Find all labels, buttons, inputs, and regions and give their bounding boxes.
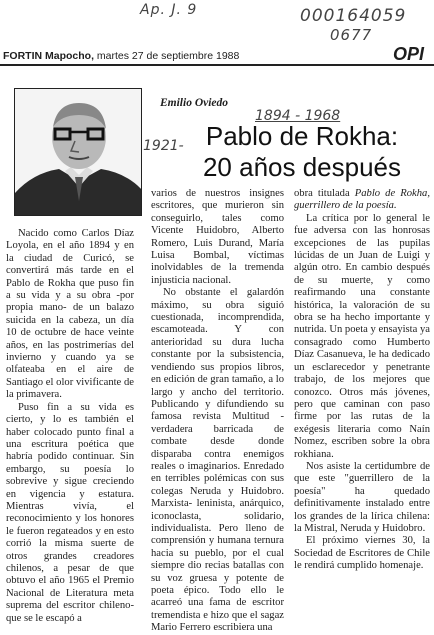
author-portrait bbox=[14, 88, 142, 216]
byline: Emilio Oviedo bbox=[160, 97, 229, 109]
handwritten-catalog-code: 000164059 bbox=[300, 6, 407, 26]
book-title: Pablo de Rokha, guerrillero de la poesía. bbox=[294, 188, 430, 212]
header-rule bbox=[0, 64, 434, 66]
paragraph bbox=[294, 188, 430, 213]
paragraph: No obstante el galardón máximo, su obra siguió cuestionada, incomprendida, escamoteada. Y con anterioridad su dura lucha constante por la subsistencia, vendiendo sus propios libros, en edición de gran tamaño, a lo largo y ancho del territorio. Publicando y difundiendo su famosa revista Multitud -verdadera barricada de combate desde donde disparaba contra enemigos reales o imaginarios. Enredado en terribles polémicas con sus colegas Neruda y Huidobro. Marxista- leninista, anárquico, iconoclasta, solidario, individualista. Pero lleno de comprensión y humana ternura hacia su pueblo, por el cual siempre dio recias batallas con su voz gruesa y potente de poeta épico. Todo ello le acarreó una fama de escritor tremendista e hizo que el sagaz Mario Ferrero escribiera una bbox=[151, 287, 284, 634]
masthead bbox=[3, 50, 239, 62]
paragraph: La crítica por lo general le fue adversa con las honrosas excepciones de las pupilas lúcidas de un Juan de Luigi y algún otro. En cambio después de su muerte, y como reafirmando una constante histórica, la valoración de su obra se ha hecho importante y nutrida. Un poeta y ensayista ya consagrado como Humberto Díaz Casanueva, le ha dedicado un esclarecedor y penetrante trabajo, de los mejores que conozco. Otros más jóvenes, pero que caminan con paso firme por las rutas de la exégesis literaria como Naín Nomez, escriben sobre la obra rokhiana. bbox=[294, 212, 430, 460]
handwritten-year: 1921- bbox=[143, 138, 184, 154]
title-line-1: Pablo de Rokha: bbox=[205, 121, 399, 151]
handwritten-years: 1894 - 1968 bbox=[255, 108, 341, 124]
article-column-2 bbox=[151, 188, 284, 635]
article-column-3 bbox=[294, 188, 430, 573]
publication-date: martes 27 de septiembre 1988 bbox=[96, 50, 240, 62]
paragraph: Nacido como Carlos Díaz Loyola, en el año 1894 y en la ciudad de Curicó, se convertirá más tarde en el Pablo de Rokha que puso fin a su vida y a su obra -por propia mano- de un balazo suicida en la cabeza, un día 10 de octubre de hace veinte años, en las postrimerías del invierno y cuando ya se olfateaba en el aire de Santiago el olor vivificante de la primavera. bbox=[6, 228, 134, 401]
paragraph-text: obra titulada bbox=[294, 188, 355, 199]
article-title bbox=[172, 121, 432, 183]
paragraph: Nos asiste la certidumbre de que este "guerrillero de la poesía" ha quedado definitivamente instalado entre los grandes de la lírica chilena: la Mistral, Neruda y Huidobro. bbox=[294, 460, 430, 534]
handwritten-ref-number: 0677 bbox=[330, 26, 373, 44]
paragraph: El próximo viernes 30, la Sociedad de Escritores de Chile le rendirá cumplido homenaje. bbox=[294, 535, 430, 572]
paragraph: Puso fin a su vida es cierto, y lo es también el haber colocado punto final a una escritura poética que habría podido continuar. Sin embargo, su poesía lo sobrevive y sigue creciendo en vigencia y estatura. Mientras vivía, el reconocimiento y los honores le fueron regateados y en esto corrió la misma suerte de otros grandes creadores chilenos, a pesar de que obtuvo el año 1965 el Premio Nacional de Literatura meta suprema del escritor chileno- que se le escapó a bbox=[6, 401, 134, 624]
article-column-1 bbox=[6, 228, 134, 625]
portrait-illustration bbox=[15, 89, 142, 216]
newspaper-name: FORTIN Mapocho, bbox=[3, 50, 94, 62]
handwritten-top-note: Ap. J. 9 bbox=[140, 2, 198, 18]
paragraph: varios de nuestros insignes escritores, que murieron sin conseguirlo, tales como Vicente Huidobro, Alberto Romero, Luis Durand, María Luisa Bombal, víctimas inolvidables de la tremenda injusticia nacional. bbox=[151, 188, 284, 286]
title-line-2: 20 años después bbox=[202, 152, 402, 182]
section-label: OPI bbox=[393, 44, 425, 64]
